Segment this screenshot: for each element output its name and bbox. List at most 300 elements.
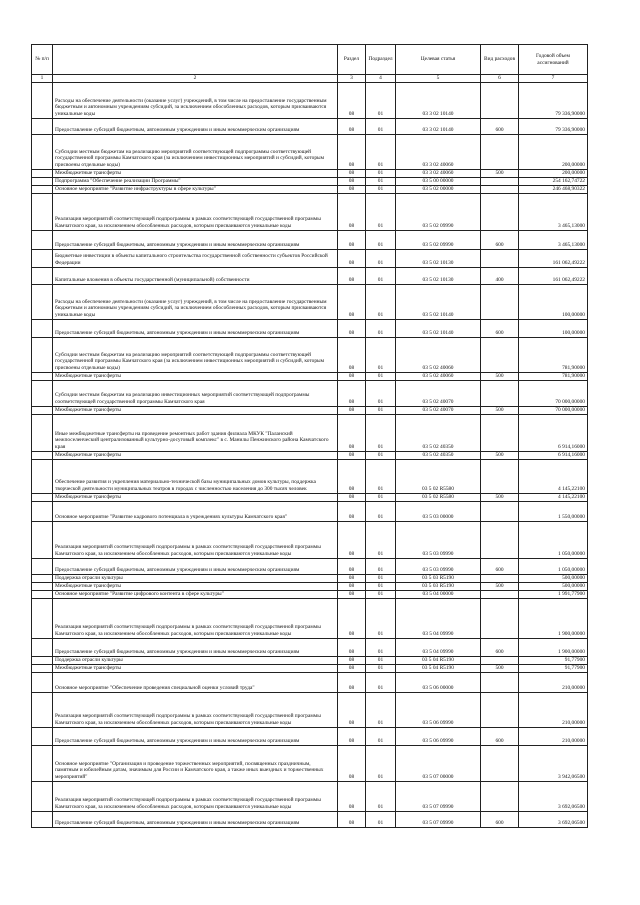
- row-podrazdel-cell: 01: [366, 118, 396, 134]
- row-razdel-cell: 08: [338, 692, 366, 727]
- header-name: [53, 45, 338, 75]
- table-row: [32, 406, 588, 414]
- row-razdel-cell: 08: [338, 574, 366, 582]
- row-amount-cell: 210,00000: [519, 672, 588, 692]
- row-number-cell: [32, 451, 53, 459]
- row-name-cell: Основное мероприятие "Организация и проведение торжественных мероприятий, посвященных праздничным, памятным и юбилейным датам, значимым для России и Камчатского края, а также иных выездных и торжественных мероприятий": [53, 745, 338, 781]
- table-row: [32, 692, 588, 727]
- row-podrazdel-cell: 01: [366, 451, 396, 459]
- table-row: [32, 590, 588, 598]
- row-podrazdel-cell: 01: [366, 582, 396, 590]
- row-amount-cell: 3 465,13000: [519, 193, 588, 230]
- row-target-article-cell: 03 5 04 R5190: [396, 664, 481, 672]
- row-amount-cell: 781,90000: [519, 337, 588, 372]
- table-row: [32, 459, 588, 493]
- row-number-cell: [32, 656, 53, 664]
- row-target-article-cell: 03 3 02 10140: [396, 118, 481, 134]
- header-podrazdel: Подраздел: [366, 45, 396, 75]
- row-target-article-cell: 03 5 07 09990: [396, 811, 481, 827]
- row-target-article-cell: 03 5 02 40060: [396, 337, 481, 372]
- row-razdel-cell: 08: [338, 672, 366, 692]
- row-podrazdel-cell: 01: [366, 134, 396, 169]
- row-razdel-cell: 08: [338, 267, 366, 284]
- row-expense-type-cell: 600: [481, 118, 519, 134]
- row-razdel-cell: 08: [338, 177, 366, 185]
- row-podrazdel-cell: 01: [366, 745, 396, 781]
- row-target-article-cell: 03 5 07 09990: [396, 781, 481, 811]
- row-expense-type-cell: 500: [481, 451, 519, 459]
- table-row: [32, 414, 588, 451]
- row-podrazdel-cell: 01: [366, 493, 396, 501]
- table-row: [32, 284, 588, 319]
- row-amount-cell: 91,77900: [519, 656, 588, 664]
- row-name-cell: Межбюджетные трансферты: [53, 406, 338, 414]
- row-name-cell: Межбюджетные трансферты: [53, 451, 338, 459]
- row-razdel-cell: 08: [338, 598, 366, 638]
- row-target-article-cell: 03 5 02 00000: [396, 185, 481, 193]
- row-podrazdel-cell: 01: [366, 177, 396, 185]
- row-amount-cell: 3 465,13000: [519, 230, 588, 249]
- row-number-cell: [32, 574, 53, 582]
- row-amount-cell: 1 050,00000: [519, 521, 588, 558]
- row-target-article-cell: 03 5 02 09990: [396, 193, 481, 230]
- row-podrazdel-cell: 01: [366, 337, 396, 372]
- row-number-cell: [32, 177, 53, 185]
- table-row: [32, 598, 588, 638]
- row-target-article-cell: 03 5 00 00000: [396, 177, 481, 185]
- table-row: [32, 521, 588, 558]
- row-amount-cell: 70 000,00000: [519, 380, 588, 406]
- row-razdel-cell: 08: [338, 319, 366, 337]
- row-name-cell: Обеспечение развития и укрепления материально-технической базы муниципальных домов культуры, поддержка творческой деятельности муниципальных театров в городах с численностью населения до 300 тысяч человек: [53, 459, 338, 493]
- row-amount-cell: 3 692,06500: [519, 781, 588, 811]
- row-podrazdel-cell: 01: [366, 781, 396, 811]
- row-number-cell: [32, 169, 53, 177]
- table-row: [32, 664, 588, 672]
- row-expense-type-cell: 600: [481, 811, 519, 827]
- row-target-article-cell: 03 5 02 40350: [396, 414, 481, 451]
- row-expense-type-cell: [481, 745, 519, 781]
- table-row: [32, 582, 588, 590]
- row-name-cell: Реализация мероприятий соответствующей подпрограммы в рамках соответствующей государственной программы Камчатского края, за исключением обособленных расходов, которым присваиваются уникальные коды: [53, 598, 338, 638]
- row-razdel-cell: 08: [338, 582, 366, 590]
- row-amount-cell: 246 468,90322: [519, 185, 588, 193]
- row-expense-type-cell: [481, 781, 519, 811]
- row-target-article-cell: 03 3 02 40060: [396, 169, 481, 177]
- row-expense-type-cell: [481, 521, 519, 558]
- row-expense-type-cell: [481, 380, 519, 406]
- table-row: [32, 501, 588, 521]
- row-target-article-cell: 03 5 04 09990: [396, 638, 481, 656]
- table-body: [32, 82, 588, 827]
- row-number-cell: [32, 267, 53, 284]
- row-razdel-cell: 08: [338, 118, 366, 134]
- row-razdel-cell: 08: [338, 185, 366, 193]
- row-expense-type-cell: 600: [481, 638, 519, 656]
- table-row: [32, 781, 588, 811]
- table-row: [32, 82, 588, 118]
- row-name-cell: Межбюджетные трансферты: [53, 664, 338, 672]
- row-amount-cell: 1 900,00000: [519, 598, 588, 638]
- row-razdel-cell: 08: [338, 134, 366, 169]
- row-amount-cell: 1 991,77900: [519, 590, 588, 598]
- row-amount-cell: 79 336,90000: [519, 118, 588, 134]
- row-amount-cell: 3 942,06500: [519, 745, 588, 781]
- row-name-cell: Предоставление субсидий бюджетным, автономным учреждениям и иным некоммерческим организациям: [53, 319, 338, 337]
- row-razdel-cell: 08: [338, 284, 366, 319]
- row-amount-cell: 3 692,06500: [519, 811, 588, 827]
- row-amount-cell: 79 336,90000: [519, 82, 588, 118]
- row-number-cell: [32, 781, 53, 811]
- row-number-cell: [32, 319, 53, 337]
- row-podrazdel-cell: 01: [366, 249, 396, 267]
- row-expense-type-cell: 500: [481, 582, 519, 590]
- column-number: 4: [366, 75, 396, 83]
- row-amount-cell: 1 550,00000: [519, 501, 588, 521]
- row-podrazdel-cell: 01: [366, 811, 396, 827]
- row-amount-cell: 100,00000: [519, 284, 588, 319]
- row-number-cell: [32, 134, 53, 169]
- row-target-article-cell: 03 5 06 09990: [396, 727, 481, 745]
- row-target-article-cell: 03 5 02 40070: [396, 406, 481, 414]
- row-target-article-cell: 03 5 02 R5580: [396, 493, 481, 501]
- row-number-cell: [32, 590, 53, 598]
- row-target-article-cell: 03 3 02 40060: [396, 134, 481, 169]
- row-number-cell: [32, 638, 53, 656]
- row-expense-type-cell: [481, 692, 519, 727]
- header-number: № п/п: [32, 45, 53, 75]
- row-amount-cell: 200,00000: [519, 134, 588, 169]
- row-target-article-cell: 03 5 03 09990: [396, 521, 481, 558]
- header-expense-type: Вид расходов: [481, 45, 519, 75]
- row-number-cell: [32, 727, 53, 745]
- row-razdel-cell: 08: [338, 781, 366, 811]
- row-podrazdel-cell: 01: [366, 406, 396, 414]
- table-row: [32, 672, 588, 692]
- row-expense-type-cell: 500: [481, 169, 519, 177]
- row-razdel-cell: 08: [338, 380, 366, 406]
- row-expense-type-cell: [481, 574, 519, 582]
- column-number: 2: [53, 75, 338, 83]
- row-number-cell: [32, 230, 53, 249]
- row-target-article-cell: 03 5 02 40070: [396, 380, 481, 406]
- row-name-cell: Бюджетные инвестиции в объекты капитального строительства государственной собственности субъектов Российской Федерации: [53, 249, 338, 267]
- row-number-cell: [32, 521, 53, 558]
- row-name-cell: Поддержка отрасли культуры: [53, 574, 338, 582]
- row-number-cell: [32, 337, 53, 372]
- table-row: [32, 249, 588, 267]
- column-number-row: [32, 75, 588, 83]
- row-amount-cell: 500,00000: [519, 574, 588, 582]
- row-target-article-cell: 03 5 02 09990: [396, 230, 481, 249]
- row-number-cell: [32, 664, 53, 672]
- row-amount-cell: 6 914,16000: [519, 414, 588, 451]
- row-number-cell: [32, 501, 53, 521]
- row-podrazdel-cell: 01: [366, 284, 396, 319]
- row-amount-cell: 161 062,49222: [519, 249, 588, 267]
- column-number: 3: [338, 75, 366, 83]
- row-amount-cell: 210,00000: [519, 692, 588, 727]
- row-razdel-cell: 08: [338, 656, 366, 664]
- row-razdel-cell: 08: [338, 451, 366, 459]
- row-number-cell: [32, 406, 53, 414]
- row-number-cell: [32, 692, 53, 727]
- row-amount-cell: 161 062,49222: [519, 267, 588, 284]
- row-expense-type-cell: [481, 177, 519, 185]
- column-number: 7: [519, 75, 588, 83]
- row-podrazdel-cell: 01: [366, 230, 396, 249]
- row-name-cell: Иные межбюджетные трансферты на проведение ремонтных работ здания филиала МКУК "Паланский межпоселенческий централизованный культурно-досуговый комплекс" в с. Манилы Пенжинского района Камчатского края: [53, 414, 338, 451]
- table-row: [32, 134, 588, 169]
- table-row: [32, 380, 588, 406]
- row-name-cell: Поддержка отрасли культуры: [53, 656, 338, 664]
- row-target-article-cell: 03 5 03 00000: [396, 501, 481, 521]
- row-name-cell: Подпрограмма "Обеспечение реализации Программы": [53, 177, 338, 185]
- row-target-article-cell: 03 5 02 40350: [396, 451, 481, 459]
- table-row: [32, 193, 588, 230]
- row-podrazdel-cell: 01: [366, 185, 396, 193]
- row-target-article-cell: 03 5 04 09990: [396, 598, 481, 638]
- row-expense-type-cell: 600: [481, 727, 519, 745]
- row-name-cell: Предоставление субсидий бюджетным, автономным учреждениям и иным некоммерческим организациям: [53, 230, 338, 249]
- row-name-cell: Реализация мероприятий соответствующей подпрограммы в рамках соответствующей государственной программы Камчатского края, за исключением обособленных расходов, которым присваиваются уникальные коды: [53, 193, 338, 230]
- table-header: [32, 45, 588, 83]
- row-name-cell: Основное мероприятие "Развитие кадрового потенциала в учреждениях культуры Камчатского края": [53, 501, 338, 521]
- row-amount-cell: 254 162,74722: [519, 177, 588, 185]
- table-row: [32, 319, 588, 337]
- row-podrazdel-cell: 01: [366, 414, 396, 451]
- row-expense-type-cell: 500: [481, 372, 519, 380]
- row-number-cell: [32, 185, 53, 193]
- row-amount-cell: 200,00000: [519, 169, 588, 177]
- table-row: [32, 267, 588, 284]
- row-podrazdel-cell: 01: [366, 656, 396, 664]
- row-razdel-cell: 08: [338, 745, 366, 781]
- row-name-cell: Субсидии местным бюджетам на реализацию инвестиционных мероприятий соответствующей подпрограммы соответствующей государственной программы Камчатского края: [53, 380, 338, 406]
- row-podrazdel-cell: 01: [366, 193, 396, 230]
- row-number-cell: [32, 672, 53, 692]
- row-podrazdel-cell: 01: [366, 727, 396, 745]
- row-target-article-cell: 03 5 02 10140: [396, 319, 481, 337]
- row-number-cell: [32, 284, 53, 319]
- row-name-cell: Реализация мероприятий соответствующей подпрограммы в рамках соответствующей государственной программы Камчатского края, за исключением обособленных расходов, которым присваиваются уникальные коды: [53, 692, 338, 727]
- header-target-article: Целевая статья: [396, 45, 481, 75]
- row-name-cell: Основное мероприятие "Обеспечение проведения специальной оценки условий труда": [53, 672, 338, 692]
- row-name-cell: Предоставление субсидий бюджетным, автономным учреждениям и иным некоммерческим организациям: [53, 811, 338, 827]
- row-podrazdel-cell: 01: [366, 598, 396, 638]
- table-row: [32, 727, 588, 745]
- row-number-cell: [32, 249, 53, 267]
- row-name-cell: Межбюджетные трансферты: [53, 493, 338, 501]
- row-podrazdel-cell: 01: [366, 664, 396, 672]
- row-podrazdel-cell: 01: [366, 521, 396, 558]
- row-name-cell: Предоставление субсидий бюджетным, автономным учреждениям и иным некоммерческим организациям: [53, 727, 338, 745]
- row-number-cell: [32, 380, 53, 406]
- row-amount-cell: 1 900,00000: [519, 638, 588, 656]
- table-row: [32, 745, 588, 781]
- row-number-cell: [32, 193, 53, 230]
- row-expense-type-cell: [481, 134, 519, 169]
- row-amount-cell: 1 050,00000: [519, 558, 588, 574]
- row-razdel-cell: 08: [338, 459, 366, 493]
- table-row: [32, 337, 588, 372]
- row-expense-type-cell: 600: [481, 230, 519, 249]
- row-razdel-cell: 08: [338, 664, 366, 672]
- table-row: [32, 638, 588, 656]
- row-expense-type-cell: [481, 284, 519, 319]
- table-row: [32, 185, 588, 193]
- row-target-article-cell: 03 5 04 00000: [396, 590, 481, 598]
- row-name-cell: Реализация мероприятий соответствующей подпрограммы в рамках соответствующей государственной программы Камчатского края, за исключением обособленных расходов, которым присваиваются уникальные коды: [53, 521, 338, 558]
- row-amount-cell: 6 914,16000: [519, 451, 588, 459]
- row-amount-cell: 70 000,00000: [519, 406, 588, 414]
- row-target-article-cell: 03 5 07 00000: [396, 745, 481, 781]
- row-expense-type-cell: [481, 185, 519, 193]
- row-target-article-cell: 03 5 02 R5580: [396, 459, 481, 493]
- row-name-cell: Межбюджетные трансферты: [53, 169, 338, 177]
- row-expense-type-cell: 600: [481, 558, 519, 574]
- row-expense-type-cell: [481, 656, 519, 664]
- row-podrazdel-cell: 01: [366, 558, 396, 574]
- header-row: [32, 45, 588, 75]
- row-podrazdel-cell: 01: [366, 372, 396, 380]
- row-target-article-cell: 03 5 02 10130: [396, 249, 481, 267]
- row-target-article-cell: 03 5 06 00000: [396, 672, 481, 692]
- row-name-cell: Предоставление субсидий бюджетным, автономным учреждениям и иным некоммерческим организациям: [53, 118, 338, 134]
- row-razdel-cell: 08: [338, 727, 366, 745]
- row-target-article-cell: 03 3 02 10140: [396, 82, 481, 118]
- row-name-cell: Субсидии местным бюджетам на реализацию мероприятий соответствующей подпрограммы соответствующей государственной программы Камчатского края (за исключением инвестиционных мероприятий и субсидий, которым присвоены отдельные коды): [53, 134, 338, 169]
- row-name-cell: Реализация мероприятий соответствующей подпрограммы в рамках соответствующей государственной программы Камчатского края, за исключением обособленных расходов, которым присваиваются уникальные коды: [53, 781, 338, 811]
- table-row: [32, 811, 588, 827]
- row-expense-type-cell: 500: [481, 664, 519, 672]
- row-number-cell: [32, 414, 53, 451]
- budget-table: [31, 44, 588, 828]
- row-podrazdel-cell: 01: [366, 169, 396, 177]
- column-number: 1: [32, 75, 53, 83]
- row-expense-type-cell: 500: [481, 406, 519, 414]
- row-podrazdel-cell: 01: [366, 459, 396, 493]
- row-name-cell: Предоставление субсидий бюджетным, автономным учреждениям и иным некоммерческим организациям: [53, 638, 338, 656]
- row-name-cell: Межбюджетные трансферты: [53, 372, 338, 380]
- row-podrazdel-cell: 01: [366, 638, 396, 656]
- row-number-cell: [32, 558, 53, 574]
- row-razdel-cell: 08: [338, 337, 366, 372]
- row-podrazdel-cell: 01: [366, 380, 396, 406]
- row-podrazdel-cell: 01: [366, 267, 396, 284]
- table-row: [32, 230, 588, 249]
- row-expense-type-cell: 600: [481, 319, 519, 337]
- row-name-cell: Основное мероприятие "Развитие инфраструктуры в сфере культуры": [53, 185, 338, 193]
- row-razdel-cell: 08: [338, 638, 366, 656]
- header-razdel: Раздел: [338, 45, 366, 75]
- table-row: [32, 451, 588, 459]
- row-razdel-cell: 08: [338, 406, 366, 414]
- row-razdel-cell: 08: [338, 372, 366, 380]
- row-amount-cell: 4 145,22100: [519, 493, 588, 501]
- budget-page: [31, 44, 587, 828]
- row-razdel-cell: 08: [338, 558, 366, 574]
- row-expense-type-cell: 400: [481, 267, 519, 284]
- row-target-article-cell: 03 5 03 R5190: [396, 582, 481, 590]
- table-row: [32, 656, 588, 664]
- row-amount-cell: 781,90000: [519, 372, 588, 380]
- row-podrazdel-cell: 01: [366, 82, 396, 118]
- row-expense-type-cell: [481, 459, 519, 493]
- row-razdel-cell: 08: [338, 193, 366, 230]
- row-expense-type-cell: [481, 337, 519, 372]
- row-amount-cell: 91,77900: [519, 664, 588, 672]
- row-name-cell: Капитальные вложения в объекты государственной (муниципальной) собственности: [53, 267, 338, 284]
- row-expense-type-cell: [481, 590, 519, 598]
- row-razdel-cell: 08: [338, 590, 366, 598]
- row-name-cell: Предоставление субсидий бюджетным, автономным учреждениям и иным некоммерческим организациям: [53, 558, 338, 574]
- row-razdel-cell: 08: [338, 230, 366, 249]
- row-number-cell: [32, 582, 53, 590]
- row-number-cell: [32, 372, 53, 380]
- row-amount-cell: 4 145,22100: [519, 459, 588, 493]
- row-expense-type-cell: [481, 414, 519, 451]
- row-target-article-cell: 03 5 03 R5190: [396, 574, 481, 582]
- row-podrazdel-cell: 01: [366, 590, 396, 598]
- row-number-cell: [32, 459, 53, 493]
- row-target-article-cell: 03 5 03 09990: [396, 558, 481, 574]
- row-number-cell: [32, 598, 53, 638]
- row-name-cell: Субсидии местным бюджетам на реализацию мероприятий соответствующей подпрограммы соответствующей государственной программы Камчатского края (за исключением инвестиционных мероприятий и субсидий, которым присвоены отдельные коды): [53, 337, 338, 372]
- row-razdel-cell: 08: [338, 249, 366, 267]
- column-number: 5: [396, 75, 481, 83]
- table-row: [32, 558, 588, 574]
- row-expense-type-cell: [481, 501, 519, 521]
- row-expense-type-cell: [481, 598, 519, 638]
- row-razdel-cell: 08: [338, 493, 366, 501]
- row-expense-type-cell: [481, 672, 519, 692]
- column-number: 6: [481, 75, 519, 83]
- table-row: [32, 372, 588, 380]
- row-expense-type-cell: [481, 249, 519, 267]
- row-target-article-cell: 03 5 02 40060: [396, 372, 481, 380]
- row-target-article-cell: 03 5 06 09990: [396, 692, 481, 727]
- row-razdel-cell: 08: [338, 811, 366, 827]
- row-podrazdel-cell: 01: [366, 574, 396, 582]
- row-number-cell: [32, 745, 53, 781]
- row-razdel-cell: 08: [338, 501, 366, 521]
- table-row: [32, 177, 588, 185]
- row-name-cell: Расходы на обеспечение деятельности (оказание услуг) учреждений, в том числе на предоставление государственным бюджетным и автономным учреждениям субсидий, за исключением обособленных расходов, которым присваиваются уникальные коды: [53, 82, 338, 118]
- row-target-article-cell: 03 5 02 10140: [396, 284, 481, 319]
- row-razdel-cell: 08: [338, 82, 366, 118]
- row-razdel-cell: 08: [338, 169, 366, 177]
- row-amount-cell: 210,00000: [519, 727, 588, 745]
- header-annual-amount: Годовой объем ассигнований: [519, 45, 588, 75]
- table-row: [32, 118, 588, 134]
- row-target-article-cell: 03 5 02 10130: [396, 267, 481, 284]
- table-row: [32, 493, 588, 501]
- row-amount-cell: 100,00000: [519, 319, 588, 337]
- row-number-cell: [32, 118, 53, 134]
- table-row: [32, 169, 588, 177]
- row-expense-type-cell: 500: [481, 493, 519, 501]
- table-row: [32, 574, 588, 582]
- row-number-cell: [32, 811, 53, 827]
- row-podrazdel-cell: 01: [366, 319, 396, 337]
- row-name-cell: Межбюджетные трансферты: [53, 582, 338, 590]
- row-name-cell: Расходы на обеспечение деятельности (оказание услуг) учреждений, в том числе на предоставление государственным бюджетным и автономным учреждениям субсидий, за исключением обособленных расходов, которым присваиваются уникальные коды: [53, 284, 338, 319]
- row-name-cell: Основное мероприятие "Развитие цифрового контента в сфере культуры": [53, 590, 338, 598]
- row-expense-type-cell: [481, 82, 519, 118]
- row-number-cell: [32, 82, 53, 118]
- row-target-article-cell: 03 5 04 R5190: [396, 656, 481, 664]
